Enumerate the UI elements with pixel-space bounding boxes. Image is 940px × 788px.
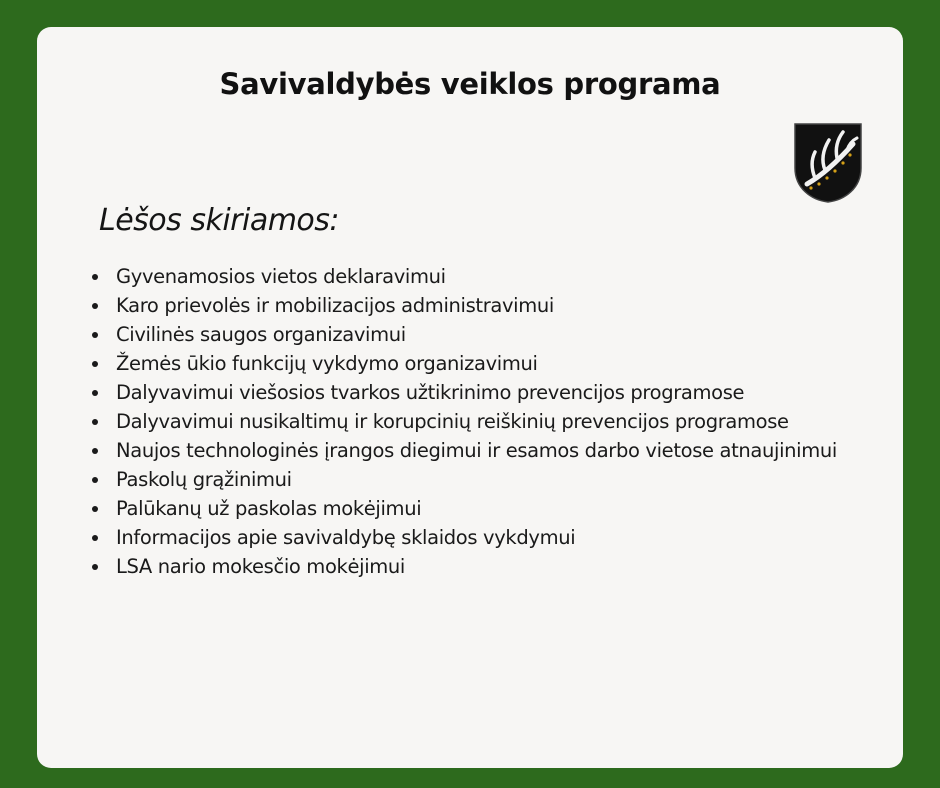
list-item: LSA nario mokesčio mokėjimui bbox=[90, 552, 890, 581]
funding-list bbox=[90, 262, 890, 581]
list-item: Dalyvavimui viešosios tvarkos užtikrinimo prevencijos programose bbox=[90, 378, 890, 407]
list-item: Naujos technologinės įrangos diegimui ir esamos darbo vietose atnaujinimui bbox=[90, 436, 890, 465]
section-subtitle: Lėšos skiriamos: bbox=[99, 203, 340, 238]
list-item: Paskolų grąžinimui bbox=[90, 465, 890, 494]
page-title: Savivaldybės veiklos programa bbox=[219, 67, 721, 101]
coat-of-arms-icon bbox=[793, 122, 863, 204]
list-item: Gyvenamosios vietos deklaravimui bbox=[90, 262, 890, 291]
list-item: Žemės ūkio funkcijų vykdymo organizavimui bbox=[90, 349, 890, 378]
list-item: Informacijos apie savivaldybę sklaidos vykdymui bbox=[90, 523, 890, 552]
list-item: Civilinės saugos organizavimui bbox=[90, 320, 890, 349]
content-card bbox=[37, 27, 903, 768]
list-item: Karo prievolės ir mobilizacijos administravimui bbox=[90, 291, 890, 320]
list-item: Dalyvavimui nusikaltimų ir korupcinių reiškinių prevencijos programose bbox=[90, 407, 890, 436]
list-item: Palūkanų už paskolas mokėjimui bbox=[90, 494, 890, 523]
